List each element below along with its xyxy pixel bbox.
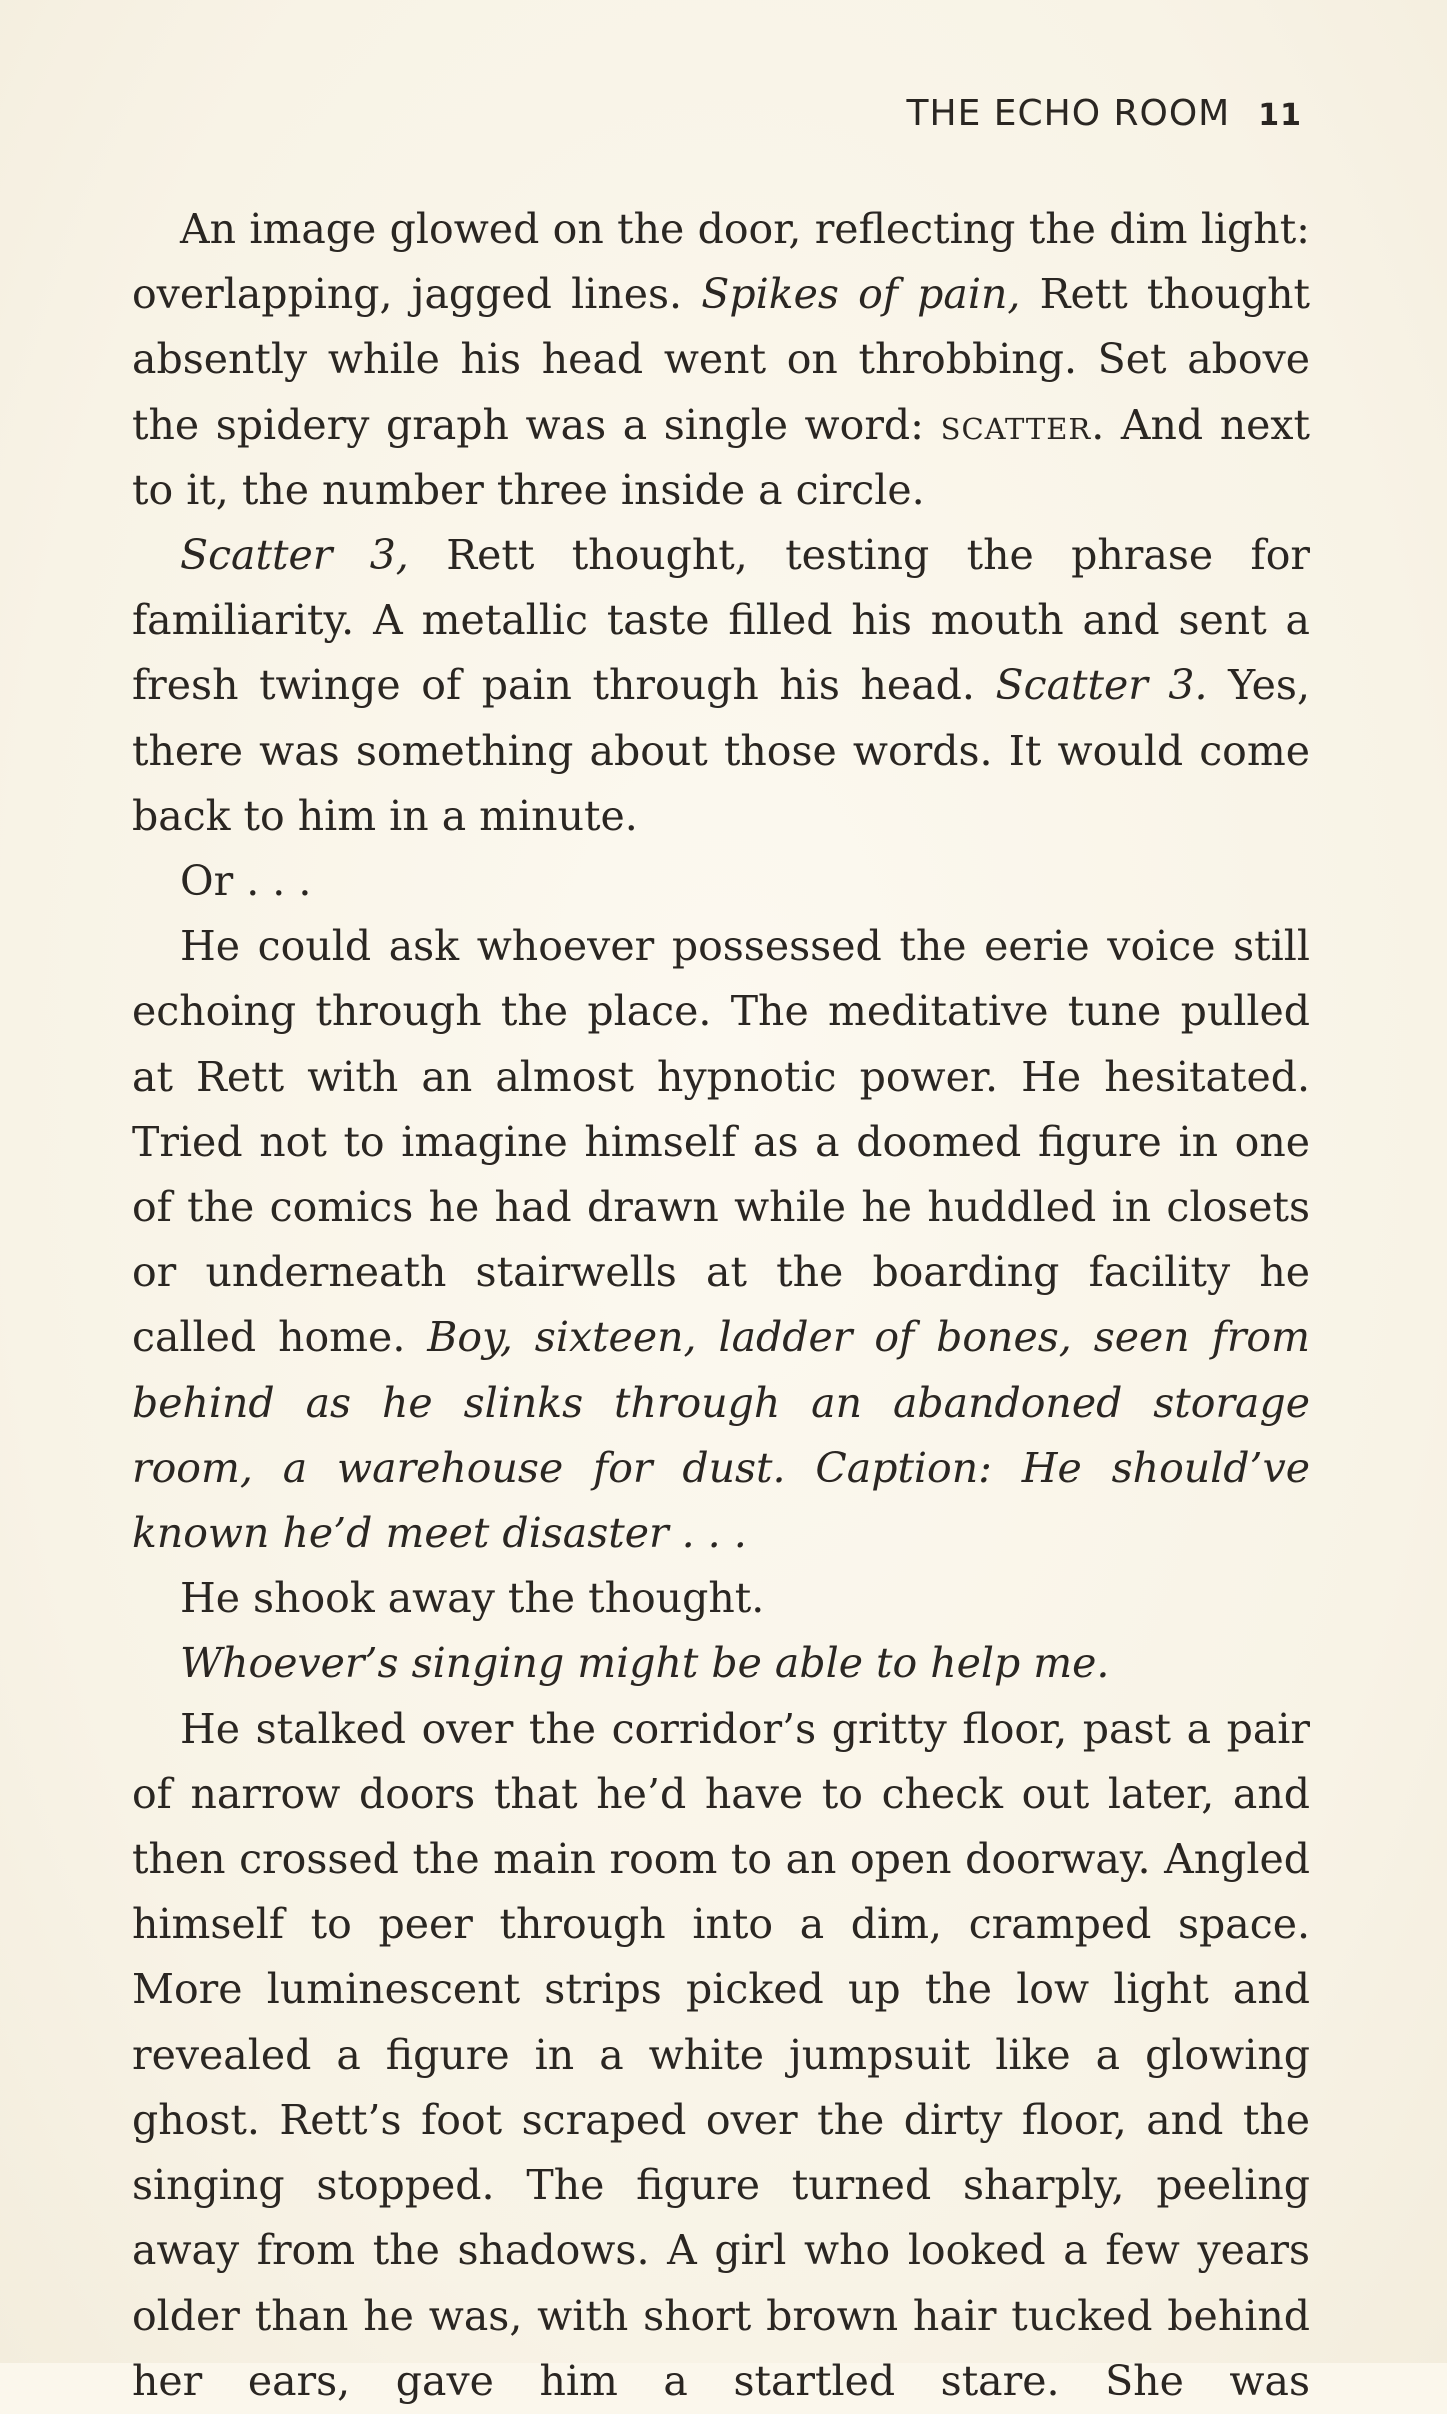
paragraph-2 (132, 523, 1310, 849)
p4-text-a: He could ask whoever possessed the eerie voice still echoing through the place. The meditative tune pulled at Rett with an almost hypnotic power. He hesitated. Tried not to imagine himself as a doomed figure in one of the comics he had drawn while he huddled in closets or underneath stairwells at the boarding facility he called home. (132, 922, 1310, 1362)
paragraph-4 (132, 914, 1310, 1566)
p2-text-b: Rett thought, testing the phrase for familiarity. A metallic taste filled his mouth and sent a fresh twinge of pain through his head. (132, 531, 1310, 710)
chapter-title: THE ECHO ROOM (906, 93, 1231, 134)
p1-text-e: . And next to it, the number three inside a circle. (132, 400, 1310, 514)
p1-text-c: Rett thought absently while his head went on throbbing. Set above the spidery graph was a single word: (132, 270, 1310, 449)
paragraph-1 (132, 197, 1310, 523)
p6-italic-text: Whoever’s singing might be able to help me. (180, 1639, 1110, 1688)
p2-text-d: Yes, there was something about those words. It would come back to him in a minute. (132, 661, 1310, 840)
p1-italic-spikes: Spikes of pain, (701, 270, 1021, 319)
p5-text: He shook away the thought. (180, 1574, 765, 1623)
p1-text-a: An image glowed on the door, reflecting the dim light: overlapping, jagged lines. (132, 205, 1310, 319)
paragraph-7 (132, 1697, 1310, 2414)
body-text (132, 197, 1310, 2414)
paragraph-5 (132, 1566, 1310, 1631)
p2-italic-scatter: Scatter 3, (180, 531, 409, 580)
page-number: 11 (1258, 98, 1302, 133)
paragraph-3 (132, 849, 1310, 914)
p7-text: He stalked over the corridor’s gritty floor, past a pair of narrow doors that he’d have to check out later, and then crossed the main room to an open doorway. Angled himself to peer through into a dim, cramped space. More luminescent strips picked up the low light and revealed a figure in a white jumpsuit like a glowing ghost. Rett’s foot scraped over the dirty floor, and the singing stopped. The figure turned sharply, peeling away from the shadows. A girl who looked a few years older than he was, with short brown hair tucked behind her ears, gave him a startled stare. She was (132, 1704, 1310, 2405)
paragraph-6 (132, 1631, 1310, 1696)
running-head (907, 93, 1302, 134)
p3-text: Or . . . (180, 857, 312, 906)
p4-italic-caption: Boy, sixteen, ladder of bones, seen from behind as he slinks through an abandoned storage room, a warehouse for dust. Caption: He should’ve known he’d meet disaster . . . (132, 1313, 1310, 1558)
p2-italic-scatter-2: Scatter 3. (995, 661, 1208, 710)
p1-smallcaps-scatter: scatter (940, 400, 1092, 449)
